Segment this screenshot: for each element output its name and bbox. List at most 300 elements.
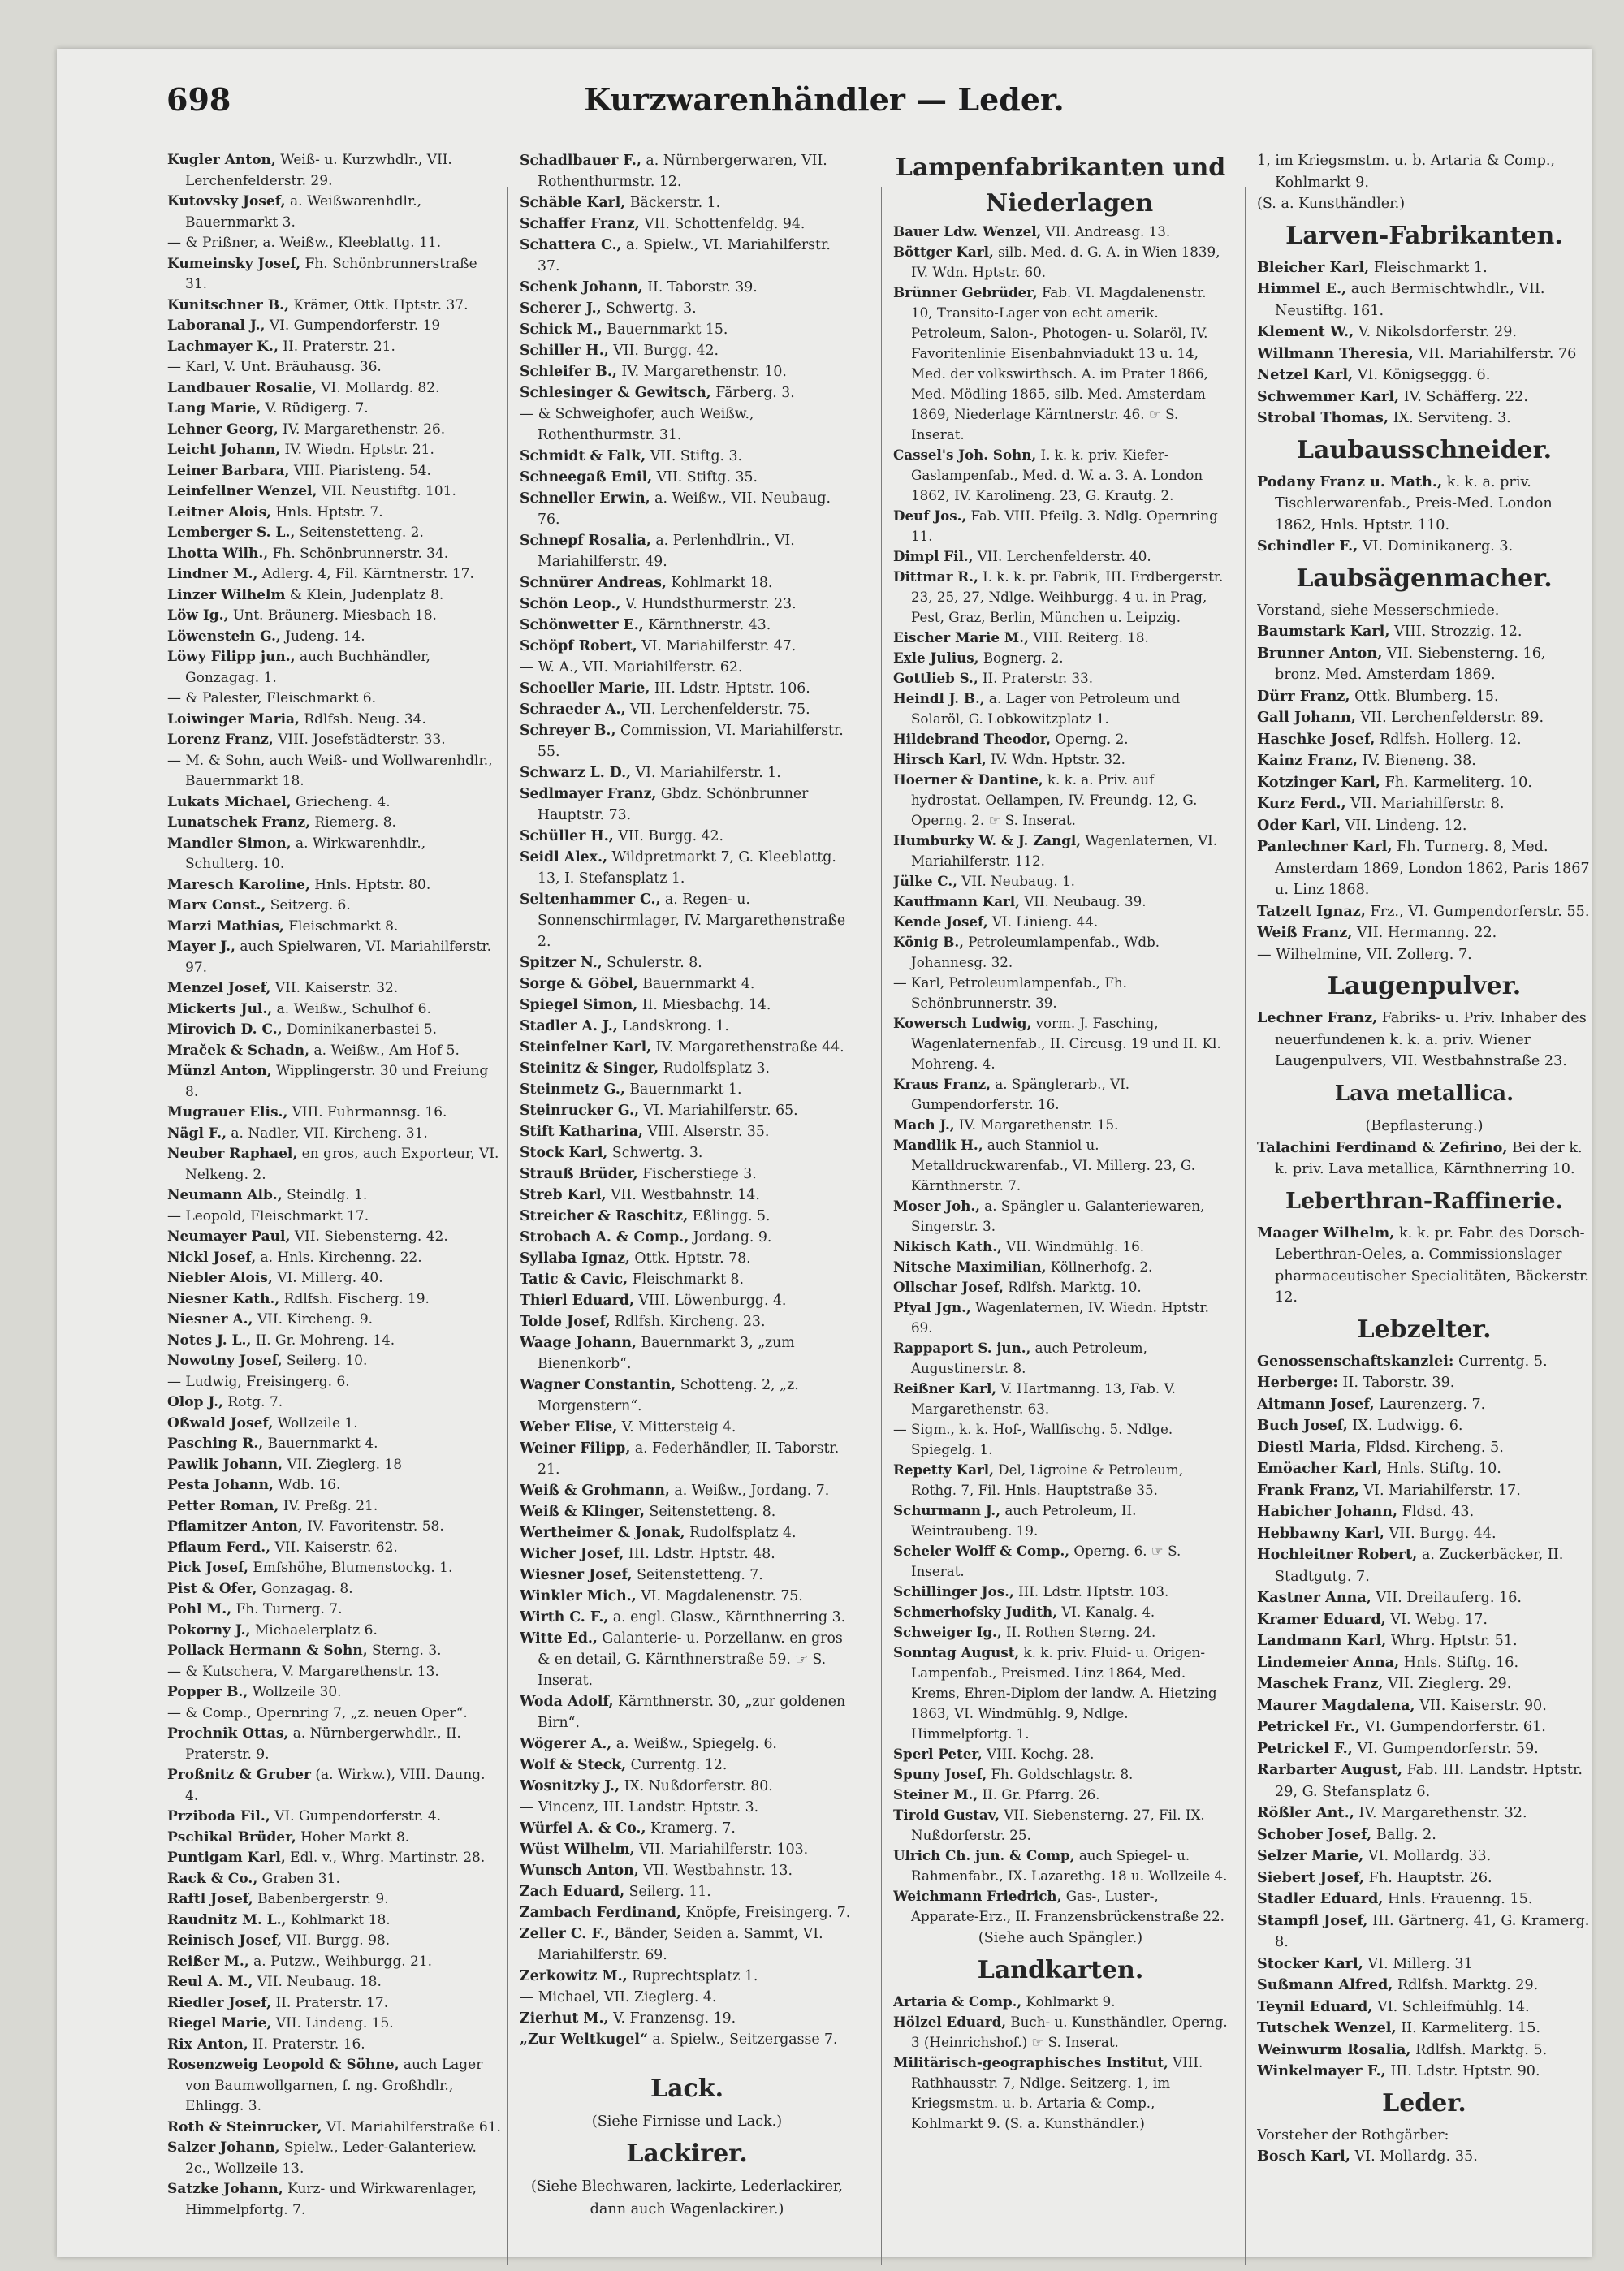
entry-name: Riedler Josef, — [167, 1994, 272, 2011]
entry-detail: Commission, VI. Mariahilferstr. 55. — [538, 723, 844, 760]
entry-detail: — Ludwig, Freisingerg. 6. — [167, 1373, 350, 1390]
entry-detail: VII. Kaiserstr. 32. — [270, 980, 399, 996]
entry-name: Schweiger Ig., — [893, 1624, 1002, 1640]
directory-entry — [520, 1522, 854, 1544]
entry-detail: VI. Gumpendorferstr. 19 — [265, 317, 441, 334]
entry-detail: Fleischmarkt 1. — [1369, 259, 1488, 276]
entry-name: Pschikal Brüder, — [167, 1828, 296, 1846]
directory-entry — [893, 1257, 1228, 1277]
entry-detail: a. Nadler, VII. Kircheng. 31. — [227, 1125, 428, 1142]
entry-name: Streicher & Raschitz, — [520, 1208, 689, 1224]
entry-name: Kunitschner B., — [167, 296, 289, 313]
entry-name: Kende Josef, — [893, 913, 988, 930]
page-header — [57, 81, 1592, 130]
directory-entry — [1257, 1867, 1592, 1889]
directory-entry — [520, 615, 854, 636]
directory-entry — [1257, 193, 1592, 215]
entries-list — [1257, 150, 1592, 215]
entry-detail: — Michael, VII. Zieglerg. 4. — [520, 1989, 717, 2005]
entry-name: Würfel A. & Co., — [520, 1820, 646, 1837]
entry-detail: Fh. Turnerg. 8, Med. Amsterdam 1869, London 1862, Paris 1867 u. Linz 1868. — [1275, 839, 1590, 898]
entry-name: Schwemmer Karl, — [1257, 387, 1400, 405]
entry-name: Böttger Karl, — [893, 244, 994, 260]
entry-name: Teynil Eduard, — [1257, 1997, 1373, 2015]
entry-name: Pesta Johann, — [167, 1477, 274, 1493]
entry-detail: III. Gärtnerg. 41, G. Kramerg. 8. — [1275, 1912, 1590, 1950]
entry-name: Leinfellner Wenzel, — [167, 483, 317, 499]
entry-name: Diestl Maria, — [1257, 1438, 1362, 1456]
entry-detail: Wdb. 16. — [273, 1477, 341, 1493]
entry-detail: Seilerg. 10. — [282, 1353, 368, 1369]
directory-entry — [167, 1372, 502, 1393]
entry-name: Mach J., — [893, 1116, 955, 1133]
directory-entry — [893, 668, 1228, 689]
entry-name: Streb Karl, — [520, 1187, 607, 1203]
entry-detail: Galanterie- u. Porzellanw. en gros & en detail, G. Kärnthnerstraße 59. ☞ S. Inserat. — [538, 1630, 843, 1689]
entries-list — [1257, 257, 1592, 430]
directory-entry — [520, 235, 854, 277]
directory-entry — [520, 1269, 854, 1290]
directory-entry — [167, 296, 502, 317]
directory-entry — [893, 1115, 1228, 1135]
entry-name: Spitzer N., — [520, 955, 603, 971]
section-heading-laugenpulver: Laugenpulver. — [1327, 972, 1522, 1000]
entry-detail: k. k. pr. Fabr. des Dorsch-Leberthran-Oeles, a. Commissionslager pharmaceutischer Specialitäten, Bäckerstr. 12. — [1275, 1224, 1590, 1306]
directory-entry — [167, 1910, 502, 1932]
entry-detail: Rotg. 7. — [222, 1394, 283, 1410]
entry-detail: auch Petroleum, Augustinerstr. 8. — [911, 1340, 1147, 1376]
directory-entry — [1257, 257, 1592, 279]
entry-detail: II. Rothen Sterng. 24. — [1001, 1624, 1156, 1640]
entry-name: Sonntag August, — [893, 1644, 1020, 1660]
directory-entry — [1257, 750, 1592, 772]
directory-entry — [520, 1733, 854, 1755]
entry-detail: Emfshöhe, Blumenstockg. 1. — [248, 1560, 453, 1576]
directory-entry — [167, 254, 502, 296]
entry-detail: Schulerstr. 8. — [602, 955, 702, 971]
entry-detail: — & Palester, Fleischmarkt 6. — [167, 690, 376, 706]
directory-entry — [167, 544, 502, 565]
directory-entry — [893, 1379, 1228, 1419]
entry-detail: VII. Stiftg. 3. — [646, 448, 743, 464]
directory-entry — [520, 1987, 854, 2008]
directory-entry — [167, 1392, 502, 1414]
entry-detail: Del, Ligroine & Petroleum, Rothg. 7, Fil. Hnls. Hauptstraße 35. — [911, 1461, 1184, 1498]
entry-detail: Hnls. Hptstr. 7. — [271, 503, 383, 520]
entry-name: Schmerhofsky Judith, — [893, 1604, 1058, 1620]
entry-detail: Kohlmarkt 9. — [1021, 1993, 1116, 2010]
entry-name: Jülke C., — [893, 873, 957, 889]
directory-entry — [167, 357, 502, 378]
entry-detail: V. Nikolsdorferstr. 29. — [1354, 324, 1517, 340]
entry-name: Leiner Barbara, — [167, 462, 290, 479]
entry-detail: (S. a. Kunsthändler.) — [1257, 196, 1406, 212]
entry-name: Brunner Anton, — [1257, 644, 1383, 662]
entry-name: Petrickel Fr., — [1257, 1718, 1361, 1735]
entry-detail: Rdlfsh. Fischerg. 19. — [279, 1290, 430, 1307]
entry-name: Kramer Eduard, — [1257, 1610, 1386, 1628]
entry-detail: II. Taborstr. 39. — [642, 279, 758, 296]
entry-detail: Schwertg. 3. — [607, 1145, 703, 1161]
directory-entry — [167, 420, 502, 441]
entry-name: Tatzelt Ignaz, — [1257, 902, 1366, 920]
entry-name: Schraeder A., — [520, 702, 626, 718]
entry-name: Wagner Constantin, — [520, 1377, 676, 1393]
entry-detail: Bauernmarkt 15. — [602, 322, 728, 338]
directory-entry — [167, 1414, 502, 1435]
entry-name: Ulrich Ch. jun. & Comp, — [893, 1847, 1075, 1863]
directory-entry — [167, 1434, 502, 1455]
entry-name: Klement W., — [1257, 323, 1354, 340]
directory-entry — [1257, 322, 1592, 343]
directory-entry — [1257, 600, 1592, 622]
directory-entry — [520, 1797, 854, 1818]
directory-entry — [893, 729, 1228, 749]
entry-name: Lehner Georg, — [167, 421, 279, 438]
entry-detail: 1, im Kriegsmstm. u. b. Artaria & Comp., Kohlmarkt 9. — [1257, 153, 1556, 191]
entry-detail: — Karl, V. Unt. Bräuhausg. 36. — [167, 359, 382, 375]
entry-name: Pokorny J., — [167, 1621, 251, 1638]
entry-name: Aitmann Josef, — [1257, 1395, 1375, 1413]
directory-entry — [520, 1206, 854, 1227]
entry-detail: IV. Margarethenstr. 15. — [954, 1116, 1119, 1133]
entry-name: Schober Josef, — [1257, 1825, 1372, 1843]
entry-name: Hirsch Karl, — [893, 751, 987, 767]
directory-entry — [893, 1135, 1228, 1196]
entry-name: Weiß & Grohmann, — [520, 1483, 670, 1499]
entry-name: Marx Const., — [167, 897, 266, 913]
entry-detail: auch Bermischtwhdlr., VII. Neustiftg. 161. — [1275, 281, 1545, 319]
directory-entry — [520, 1438, 854, 1480]
entry-detail: Färberg. 3. — [710, 385, 795, 401]
entry-detail: IV. Margarethenstr. 10. — [616, 364, 787, 380]
entry-detail: a. Spängler u. Galanteriewaren, Singerstr. 3. — [911, 1198, 1205, 1234]
entry-name: „Zur Weltkugel“ — [520, 2031, 648, 2048]
entry-name: Lindner M., — [167, 566, 258, 582]
directory-entry — [893, 1013, 1228, 1074]
directory-entry — [893, 871, 1228, 892]
directory-entry — [893, 1074, 1228, 1115]
column-divider — [881, 187, 882, 2265]
entry-detail: k. k. a. priv. Tischlerwarenfab., Preis-Med. London 1862, Hnls. Hptstr. 110. — [1275, 473, 1553, 533]
entry-detail: Operng. 6. ☞ S. Inserat. — [911, 1543, 1181, 1579]
directory-entry — [520, 1016, 854, 1037]
column-3 — [893, 150, 1228, 2134]
entry-detail: Fldsd. 43. — [1397, 1504, 1475, 1520]
directory-entry — [893, 1805, 1228, 1846]
directory-entry — [893, 283, 1228, 445]
directory-entry — [520, 1290, 854, 1311]
entry-name: Seltenhammer C., — [520, 892, 661, 908]
entry-detail: VIII. Löwenburgg. 4. — [633, 1293, 787, 1309]
entry-name: Podany Franz u. Math., — [1257, 473, 1443, 490]
directory-entry — [1257, 772, 1592, 794]
entry-detail: VII. Westbahnstr. 13. — [638, 1863, 793, 1879]
entry-name: Witte Ed., — [520, 1630, 598, 1647]
directory-entry — [1257, 707, 1592, 729]
entry-detail: VII. Lerchenfelderstr. 89. — [1355, 710, 1544, 726]
entry-detail: VI. Mollardg. 33. — [1363, 1848, 1492, 1864]
directory-entry — [893, 2053, 1228, 2134]
entry-detail: VI. Magdalenenstr. 75. — [636, 1588, 803, 1604]
entry-detail: Currentg. 5. — [1453, 1353, 1548, 1370]
directory-entry — [520, 1501, 854, 1522]
entries-list — [1257, 2125, 1592, 2168]
entry-detail: Seilerg. 11. — [624, 1884, 711, 1900]
entry-detail: IV. Margarethenstraße 44. — [651, 1039, 844, 1056]
entry-name: Lechner Franz, — [1257, 1009, 1378, 1026]
entry-detail: VI. Gumpendorferstr. 61. — [1360, 1719, 1546, 1735]
entry-name: Landmann Karl, — [1257, 1632, 1387, 1649]
entry-name: Steinrucker G., — [520, 1103, 640, 1119]
entry-name: Nägl F., — [167, 1125, 227, 1142]
entry-name: Gall Johann, — [1257, 709, 1356, 726]
entry-detail: Gonzagag. 8. — [257, 1580, 353, 1597]
entry-detail: (a. Wirkw.), VIII. Daung. 4. — [185, 1767, 486, 1804]
entry-name: Lang Marie, — [167, 400, 261, 417]
entry-name: Waage Johann, — [520, 1335, 637, 1351]
directory-entry — [167, 1558, 502, 1579]
entry-name: König B., — [893, 934, 964, 950]
entry-detail: VIII. Reiterg. 18. — [1028, 629, 1149, 645]
entry-detail: VI. Webg. 17. — [1385, 1611, 1488, 1628]
directory-entry — [893, 1643, 1228, 1744]
entry-name: Kurz Ferd., — [1257, 795, 1346, 812]
entry-detail: VII. Schottenfeldg. 94. — [639, 216, 806, 232]
entry-name: Winkler Mich., — [520, 1588, 637, 1604]
directory-entry — [167, 316, 502, 337]
entry-name: Gottlieb S., — [893, 670, 978, 686]
entry-name: Hebbawny Karl, — [1257, 1524, 1384, 1542]
entry-name: Herberge: — [1257, 1374, 1338, 1391]
directory-entry — [893, 445, 1228, 506]
entry-detail: a. Wirkwarenhdlr., Schulterg. 10. — [185, 835, 426, 872]
directory-entry — [520, 1607, 854, 1628]
entry-detail: Hnls. Stiftg. 10. — [1382, 1461, 1501, 1477]
entry-name: Mickerts Jul., — [167, 1000, 273, 1017]
directory-entry — [167, 1517, 502, 1538]
directory-entry — [520, 488, 854, 530]
entry-name: Scherer J., — [520, 300, 602, 317]
section-heading-lack: Lack. — [650, 2075, 724, 2103]
directory-entry — [520, 1586, 854, 1607]
entry-name: Menzel Josef, — [167, 980, 271, 996]
section-heading-lampenfabrikanten: Lampenfabrikanten und Niederlagen — [895, 153, 1226, 218]
directory-entry — [520, 1037, 854, 1058]
directory-entry — [167, 564, 502, 585]
entry-detail: Babenbergerstr. 9. — [253, 1891, 389, 1907]
directory-entry — [167, 1061, 502, 1103]
directory-entry — [520, 340, 854, 361]
entry-name: Moser Joh., — [893, 1198, 980, 1214]
entry-detail: VII. Mariahilferstr. 103. — [634, 1841, 809, 1858]
entry-detail: auch Spiegel- u. Rahmenfabr., IX. Lazarethg. 18 u. Wollzeile 4. — [911, 1847, 1228, 1884]
entry-detail: Seitenstetteng. 8. — [644, 1504, 776, 1520]
entry-name: Emöacher Karl, — [1257, 1460, 1383, 1477]
entry-name: Netzel Karl, — [1257, 366, 1354, 383]
entry-name: Stadler A. J., — [520, 1018, 618, 1034]
directory-entry — [167, 1682, 502, 1703]
entry-detail: Rdlfsh. Hollerg. 12. — [1375, 731, 1522, 748]
entry-detail: Bauernmarkt 4. — [637, 976, 755, 992]
entry-detail: Rdlfsh. Marktg. 29. — [1393, 1977, 1539, 1993]
directory-entry — [1257, 2146, 1592, 2168]
entry-name: Winkelmayer F., — [1257, 2062, 1386, 2079]
entry-name: Proßnitz & Gruber — [167, 1767, 311, 1783]
entry-name: Prziboda Fil., — [167, 1808, 270, 1824]
directory-entry — [893, 1764, 1228, 1785]
directory-entry — [1257, 365, 1592, 386]
entry-name: Haschke Josef, — [1257, 730, 1376, 748]
entry-name: Willmann Theresia, — [1257, 344, 1414, 362]
directory-entry — [167, 1248, 502, 1269]
entry-name: Lunatschek Franz, — [167, 814, 311, 831]
entry-detail: Schwertg. 3. — [601, 300, 697, 317]
entry-name: Schleifer B., — [520, 364, 617, 380]
directory-entry — [520, 1164, 854, 1185]
directory-entry — [893, 1744, 1228, 1764]
entry-detail: Fleischmarkt 8. — [283, 917, 399, 935]
entry-detail: Sterng. 3. — [367, 1643, 442, 1659]
directory-entry — [520, 1691, 854, 1733]
entry-name: Wögerer A., — [520, 1736, 612, 1752]
entry-detail: VI. Millerg. 31 — [1363, 1955, 1473, 1972]
entry-name: Spiegel Simon, — [520, 997, 638, 1013]
directory-entry — [520, 150, 854, 192]
entry-detail: IV. Preßg. 21. — [279, 1497, 378, 1514]
entry-detail: IV. Bieneng. 38. — [1358, 753, 1476, 769]
directory-entry — [1257, 1910, 1592, 1954]
directory-entry — [167, 1268, 502, 1289]
entry-detail: Weiß- u. Kurzwhdlr., VII. Lerchenfelderstr. 29. — [185, 152, 452, 189]
entry-detail: Wildpretmarkt 7, G. Kleeblattg. 13, I. Stefansplatz 1. — [538, 849, 836, 887]
entry-name: Zambach Ferdinand, — [520, 1905, 681, 1921]
entry-name: Selzer Marie, — [1257, 1847, 1364, 1864]
entry-name: Riegel Marie, — [167, 2015, 272, 2031]
directory-entry — [1257, 686, 1592, 708]
entry-detail: auch Spielwaren, VI. Mariahilferstr. 97. — [185, 939, 491, 976]
entry-name: Sedlmayer Franz, — [520, 786, 657, 802]
entry-detail: Wagenlaternen, IV. Wiedn. Hptstr. 69. — [911, 1299, 1209, 1336]
entry-detail: Fh. Turnerg. 7. — [231, 1601, 343, 1617]
entry-name: Schreyer B., — [520, 723, 616, 739]
directory-entry — [520, 847, 854, 889]
directory-entry — [167, 689, 502, 710]
directory-entry — [167, 1144, 502, 1185]
entry-name: Lorenz Franz, — [167, 732, 274, 748]
directory-entry — [520, 1100, 854, 1121]
entry-detail: VII. Lindeng. 12. — [1341, 817, 1467, 834]
entry-detail: VII. Mariahilferstr. 8. — [1345, 796, 1505, 812]
entry-detail: VI. Mollardg. 35. — [1350, 2148, 1478, 2165]
entry-name: Weber Elise, — [520, 1419, 618, 1436]
entry-name: Wüst Wilhelm, — [520, 1841, 635, 1858]
entry-name: Hildebrand Theodor, — [893, 731, 1052, 747]
directory-entry — [520, 826, 854, 847]
directory-entry — [1257, 536, 1592, 558]
entry-name: Oßwald Josef, — [167, 1414, 274, 1431]
directory-entry — [167, 1662, 502, 1683]
entry-detail: Fh. Schönbrunnerstraße 31. — [185, 255, 477, 292]
entry-name: Schäble Karl, — [520, 195, 626, 211]
directory-entry — [520, 678, 854, 699]
entry-name: Raftl Josef, — [167, 1891, 253, 1907]
entry-name: Dittmar R., — [893, 568, 978, 585]
entry-name: Kotzinger Karl, — [1257, 773, 1380, 791]
entry-detail: Wollzeile 1. — [273, 1414, 358, 1431]
entry-detail: en gros, auch Exporteur, VI. Nelkeng. 2. — [185, 1146, 499, 1183]
entry-name: Kraus Franz, — [893, 1076, 991, 1092]
entry-detail: VII. Kaiserstr. 62. — [270, 1539, 398, 1556]
entry-detail: IV. Favoritenstr. 58. — [302, 1518, 444, 1535]
entry-detail: Seitenstetteng. 2. — [295, 525, 424, 541]
entry-detail: Fab. VI. Magdalenenstr. 10, Transito-Lager von echt amerik. Petroleum, Salon-, Photogen- u. Solaröl, IV. Favoritenlinie Eisenbahnviadukt 13 u. 14, Med. der volkswirthsch. A. im Prater 1866, Med. Mödling 1865, silb. Med. Amsterdam 1869, Niederlage Kärntnerstr. 46. ☞ S. Inserat. — [911, 284, 1208, 443]
entry-name: Ollschar Josef, — [893, 1279, 1004, 1295]
directory-entry — [893, 1846, 1228, 1886]
directory-entry — [520, 1966, 854, 1987]
entry-detail: II. Gr. Mohreng. 14. — [251, 1332, 395, 1349]
directory-entry — [520, 594, 854, 615]
entry-name: Neuber Raphael, — [167, 1146, 298, 1162]
directory-entry — [167, 1931, 502, 1952]
directory-entry — [167, 461, 502, 482]
entry-detail: Kärnthnerstr. 43. — [643, 617, 771, 633]
directory-entry — [167, 1124, 502, 1145]
entry-detail: Rudolfsplatz 4. — [685, 1525, 797, 1541]
entry-detail: Unt. Bräunerg. Miesbach 18. — [228, 607, 437, 624]
directory-entry — [167, 1331, 502, 1352]
directory-entry — [893, 1419, 1228, 1460]
entry-detail: a. Regen- u. Sonnenschirmlager, IV. Margarethenstraße 2. — [538, 892, 846, 950]
directory-entry — [167, 399, 502, 420]
entry-detail: II. Gr. Pfarrg. 26. — [978, 1786, 1100, 1803]
entry-name: Frank Franz, — [1257, 1481, 1359, 1499]
entry-detail: VII. Hermanng. 22. — [1352, 925, 1497, 941]
entry-detail: II. Praterstr. 21. — [278, 338, 395, 355]
directory-entry — [893, 1297, 1228, 1338]
entry-detail: a. Weißw., Spiegelg. 6. — [611, 1736, 777, 1752]
entry-detail: Wipplingerstr. 30 und Freiung 8. — [185, 1063, 489, 1100]
entry-name: Lukats Michael, — [167, 793, 292, 810]
directory-entry — [167, 1952, 502, 1973]
entry-name: Rack & Co., — [167, 1870, 258, 1887]
entry-name: Stock Karl, — [520, 1145, 608, 1161]
entry-detail: a. Weißw., Jordang. 7. — [669, 1483, 830, 1499]
entry-detail: — Wilhelmine, VII. Zollerg. 7. — [1257, 946, 1472, 963]
entry-name: Sperl Peter, — [893, 1746, 983, 1762]
directory-entry — [520, 1628, 854, 1691]
directory-entry — [167, 1889, 502, 1910]
directory-entry — [167, 337, 502, 358]
entry-name: Kauffmann Karl, — [893, 893, 1020, 909]
entry-detail: II. Praterstr. 33. — [978, 670, 1094, 686]
entry-name: Schneller Erwin, — [520, 490, 650, 507]
entries-list — [1257, 472, 1592, 558]
entry-detail: k. k. priv. Fluid- u. Origen-Lampenfab., Preismed. Linz 1864, Med. Krems, Ehren-Diplom der landw. A. Hietzing 1863, VI. Windmühlg. 9, Ndlge. Himmelpfortg. 1. — [911, 1644, 1217, 1742]
entry-name: Löwenstein G., — [167, 628, 281, 645]
entry-detail: — & Schweighofer, auch Weißw., Rothenthurmstr. 31. — [520, 406, 754, 443]
entry-detail: Vorstand, siehe Messerschmiede. — [1257, 602, 1500, 619]
entry-name: Kainz Franz, — [1257, 752, 1358, 769]
entry-detail: Wagenlaternen, VI. Mariahilferstr. 112. — [911, 832, 1218, 869]
entry-detail: VI. Dominikanerg. 3. — [1358, 538, 1514, 555]
entry-detail: Hnls. Stiftg. 16. — [1399, 1654, 1519, 1671]
directory-entry — [167, 503, 502, 524]
entry-name: Eischer Marie M., — [893, 629, 1029, 645]
entry-detail: Fh. Schönbrunnerstr. 34. — [268, 545, 449, 562]
entry-name: Mugrauer Elis., — [167, 1104, 288, 1120]
entry-detail: Ruprechtsplatz 1. — [627, 1968, 758, 1984]
